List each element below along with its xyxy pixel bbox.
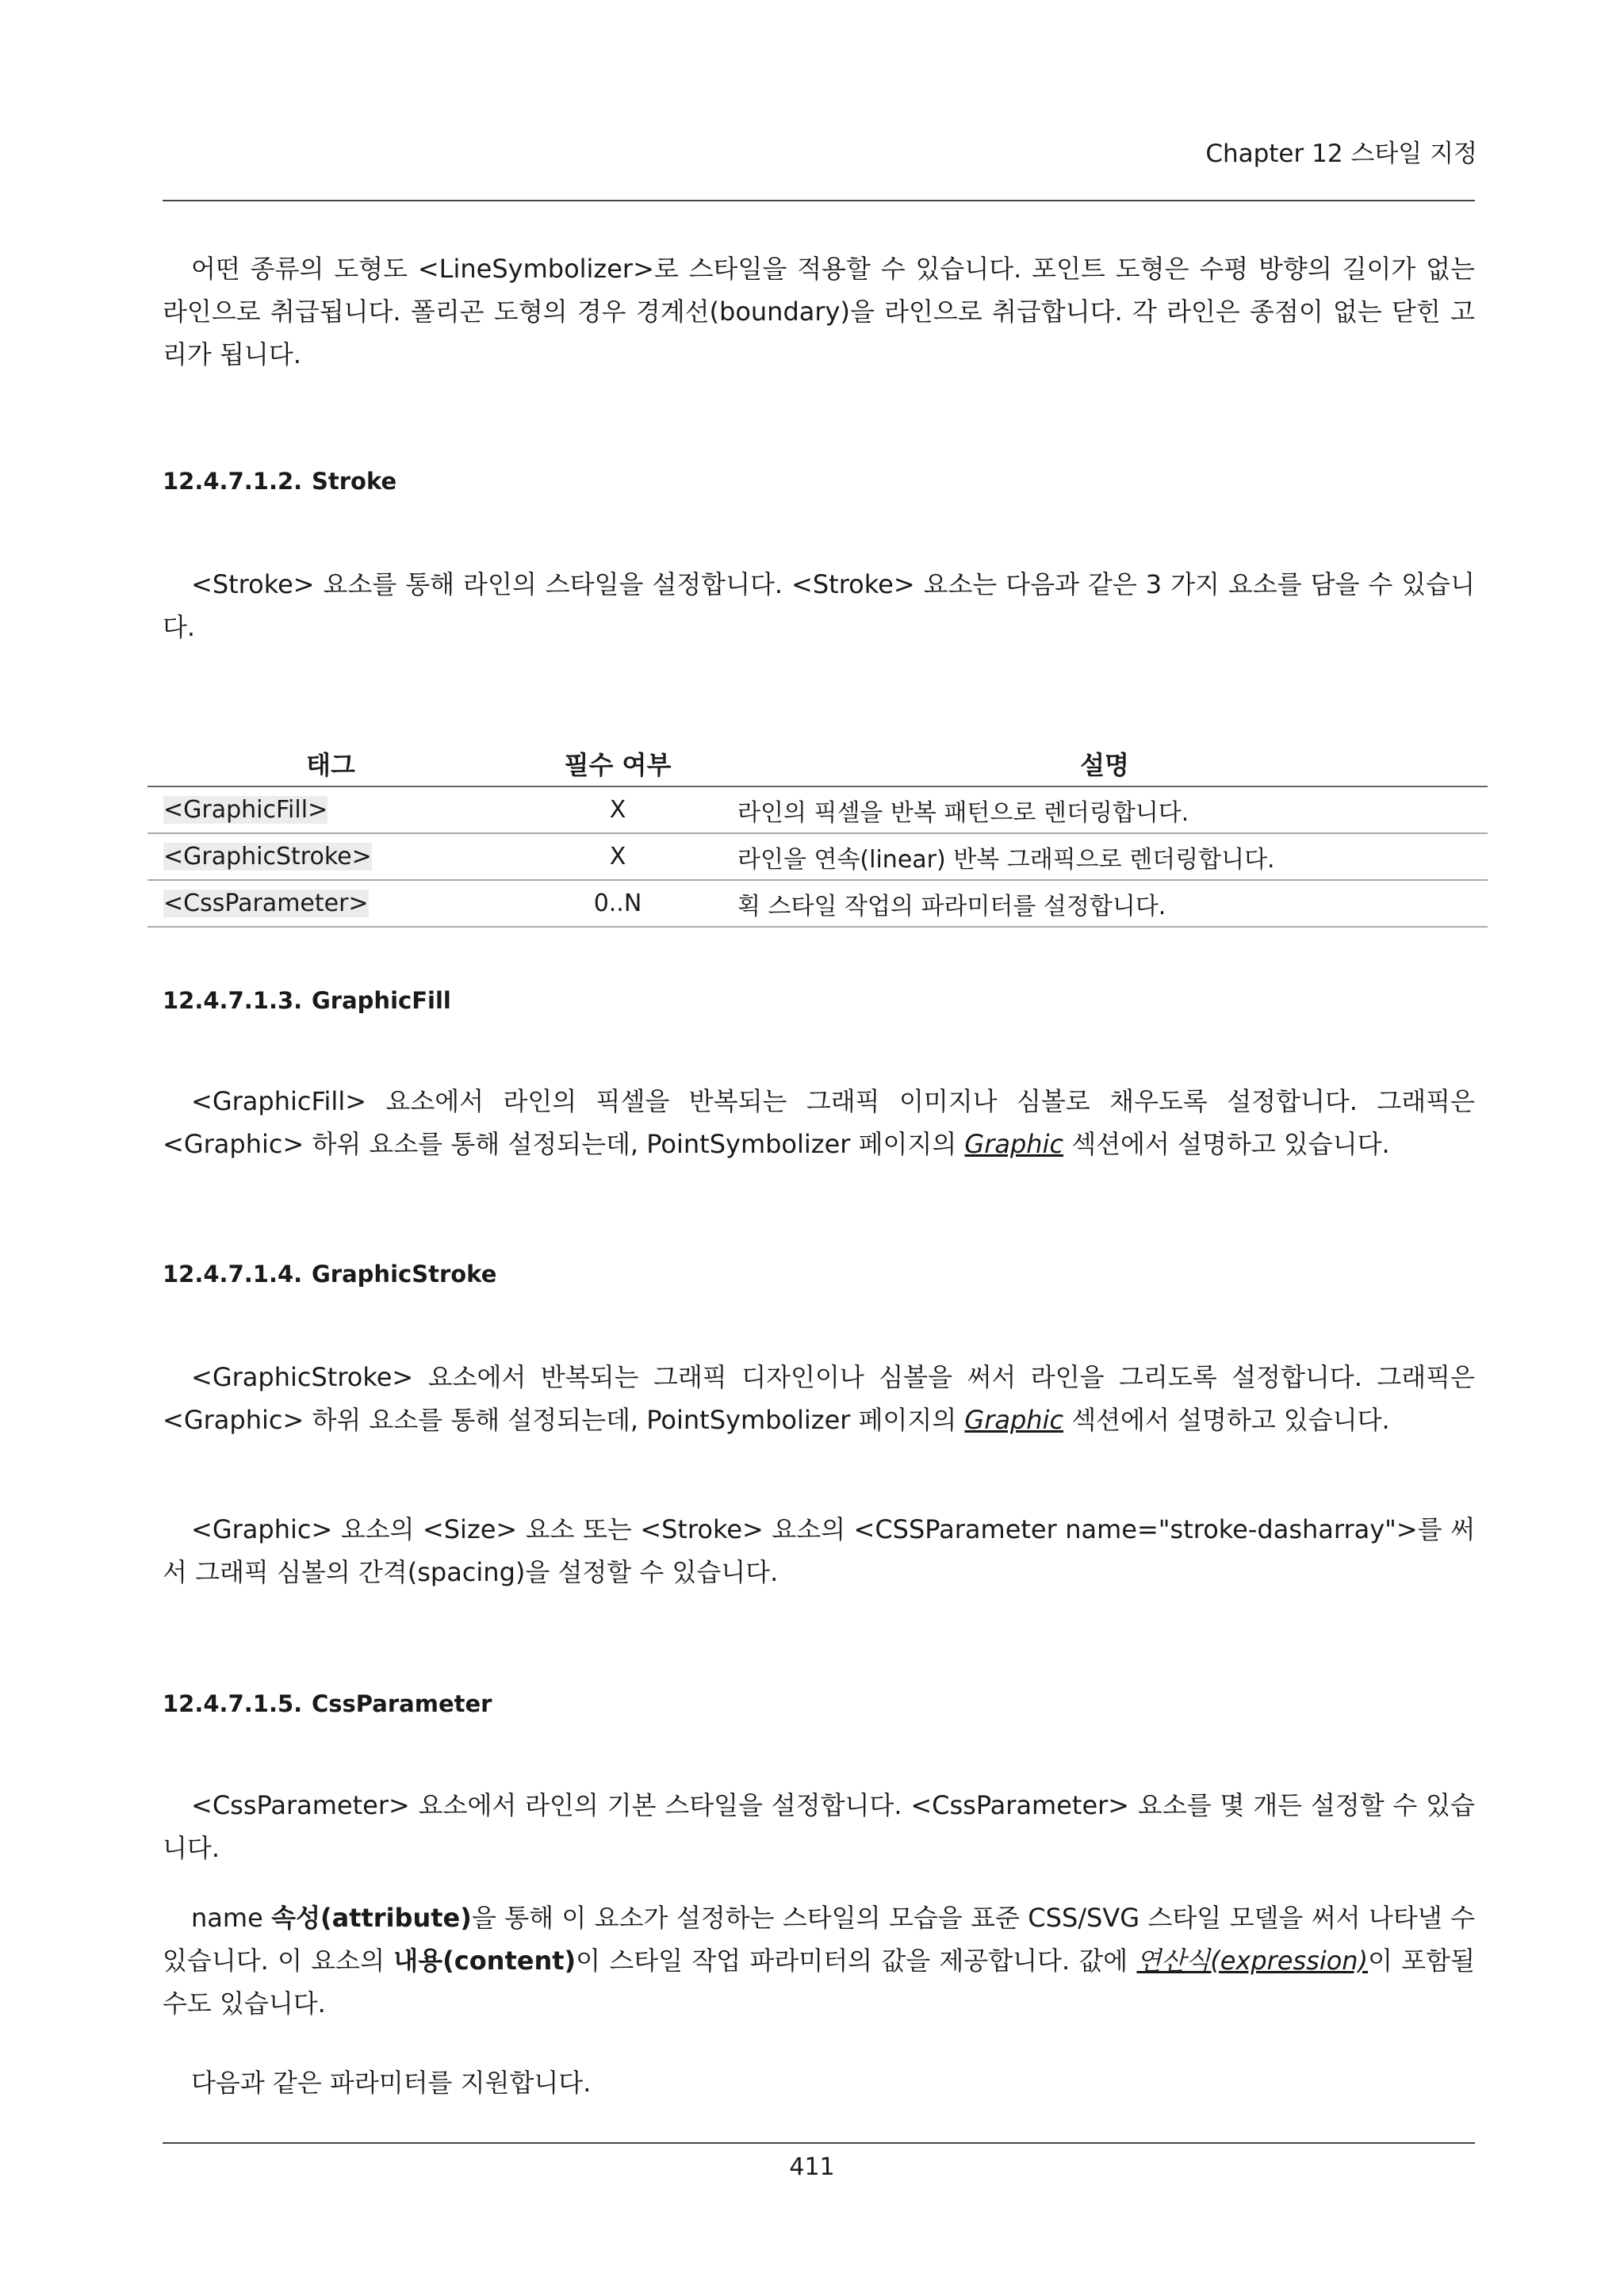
text-run: 섹션에서 설명하고 있습니다. (1063, 1129, 1390, 1159)
text-run: <GraphicStroke> 요소에서 반복되는 그래픽 디자인이나 심볼을 써서 라인을 그리도록 설정합니다. 그래픽은 <Graphic> 하위 요소를 통해 설정되는데, PointSymbolizer 페이지의 (163, 1362, 1475, 1435)
header-description: 설명 (722, 741, 1488, 786)
expression-link[interactable]: 연산식(expression) (1136, 1946, 1369, 1976)
section-heading-stroke (163, 468, 396, 495)
description-cell: 라인의 픽셀을 반복 패턴으로 렌더링합니다. (722, 786, 1488, 833)
cssparameter-name-paragraph (163, 1896, 1475, 2025)
table-row (147, 786, 1488, 833)
section-number: 12.4.7.1.3. (163, 987, 303, 1014)
content-term: 내용(content) (393, 1946, 576, 1976)
section-heading-graphicstroke (163, 1261, 496, 1288)
section-heading-graphicfill (163, 987, 451, 1014)
table-header-row (147, 741, 1488, 786)
required-cell: X (514, 786, 722, 833)
graphicstroke-spacing-paragraph: <Graphic> 요소의 <Size> 요소 또는 <Stroke> 요소의 <CSSParameter name="stroke-dasharray">를 써서 그래픽 심볼의 간격(spacing)을 설정할 수 있습니다. (163, 1514, 1475, 1587)
text-run: 이 스타일 작업 파라미터의 값을 제공합니다. 값에 (576, 1946, 1137, 1976)
section-number: 12.4.7.1.4. (163, 1261, 303, 1288)
text-run: 을 통해 이 요소가 설정하는 스타일의 모습을 표준 CSS/SVG 스타일 모델을 써서 나타낼 수 있습니다. 이 요소의 (163, 1903, 1476, 1976)
cssparameter-paragraph: <CssParameter> 요소에서 라인의 기본 스타일을 설정합니다. <CssParameter> 요소를 몇 개든 설정할 수 있습니다. (163, 1790, 1475, 1863)
description-cell: 획 스타일 작업의 파라미터를 설정합니다. (722, 880, 1488, 927)
table-row (147, 880, 1488, 927)
stroke-paragraph: <Stroke> 요소를 통해 라인의 스타일을 설정합니다. <Stroke> 요소는 다음과 같은 3 가지 요소를 담을 수 있습니다. (163, 569, 1475, 642)
page-number: 411 (789, 2153, 835, 2181)
header-tag: 태그 (147, 741, 514, 786)
table-row (147, 833, 1488, 880)
section-title: CssParameter (312, 1690, 492, 1717)
stroke-elements-table (147, 741, 1488, 928)
text-run: 섹션에서 설명하고 있습니다. (1063, 1405, 1390, 1435)
chapter-header: Chapter 12 스타일 지정 (1205, 140, 1477, 168)
intro-paragraph: 어떤 종류의 도형도 <LineSymbolizer>로 스타일을 적용할 수 있습니다. 포인트 도형은 수평 방향의 길이가 없는 라인으로 취급됩니다. 폴리곤 도형의 경우 경계선(boundary)을 라인으로 취급합니다. 각 라인은 종점이 없는 닫힌 고리가 됩니다. (163, 254, 1475, 369)
required-cell: X (514, 833, 722, 880)
tag-cell (147, 880, 514, 927)
section-number: 12.4.7.1.5. (163, 1690, 303, 1717)
section-title: GraphicFill (312, 987, 451, 1014)
section-heading-cssparameter (163, 1690, 492, 1717)
supported-parameters-paragraph: 다음과 같은 파라미터를 지원합니다. (191, 2068, 592, 2098)
tag-name: <CssParameter> (163, 890, 369, 917)
text-run: <GraphicFill> 요소에서 라인의 픽셀을 반복되는 그래픽 이미지나 심볼로 채우도록 설정합니다. 그래픽은 <Graphic> 하위 요소를 통해 설정되는데, PointSymbolizer 페이지의 (163, 1086, 1475, 1159)
text-run: name (191, 1903, 272, 1933)
footer-rule (163, 2142, 1475, 2144)
tag-cell (147, 833, 514, 880)
description-cell: 라인을 연속(linear) 반복 그래픽으로 렌더링합니다. (722, 833, 1488, 880)
section-title: GraphicStroke (312, 1261, 497, 1288)
graphic-link[interactable]: Graphic (964, 1405, 1064, 1435)
attribute-term: 속성(attribute) (271, 1903, 472, 1933)
tag-name: <GraphicStroke> (163, 843, 372, 871)
graphicfill-paragraph (163, 1080, 1475, 1165)
header-required: 필수 여부 (514, 741, 722, 786)
text-run: 이 포함될 수도 있습니다. (163, 1946, 1475, 2019)
tag-cell (147, 786, 514, 833)
graphicstroke-paragraph (163, 1356, 1475, 1441)
required-cell: 0..N (514, 880, 722, 927)
tag-name: <GraphicFill> (163, 796, 328, 824)
section-title: Stroke (312, 468, 397, 495)
graphic-link[interactable]: Graphic (964, 1129, 1064, 1159)
header-rule (163, 200, 1475, 201)
section-number: 12.4.7.1.2. (163, 468, 303, 495)
